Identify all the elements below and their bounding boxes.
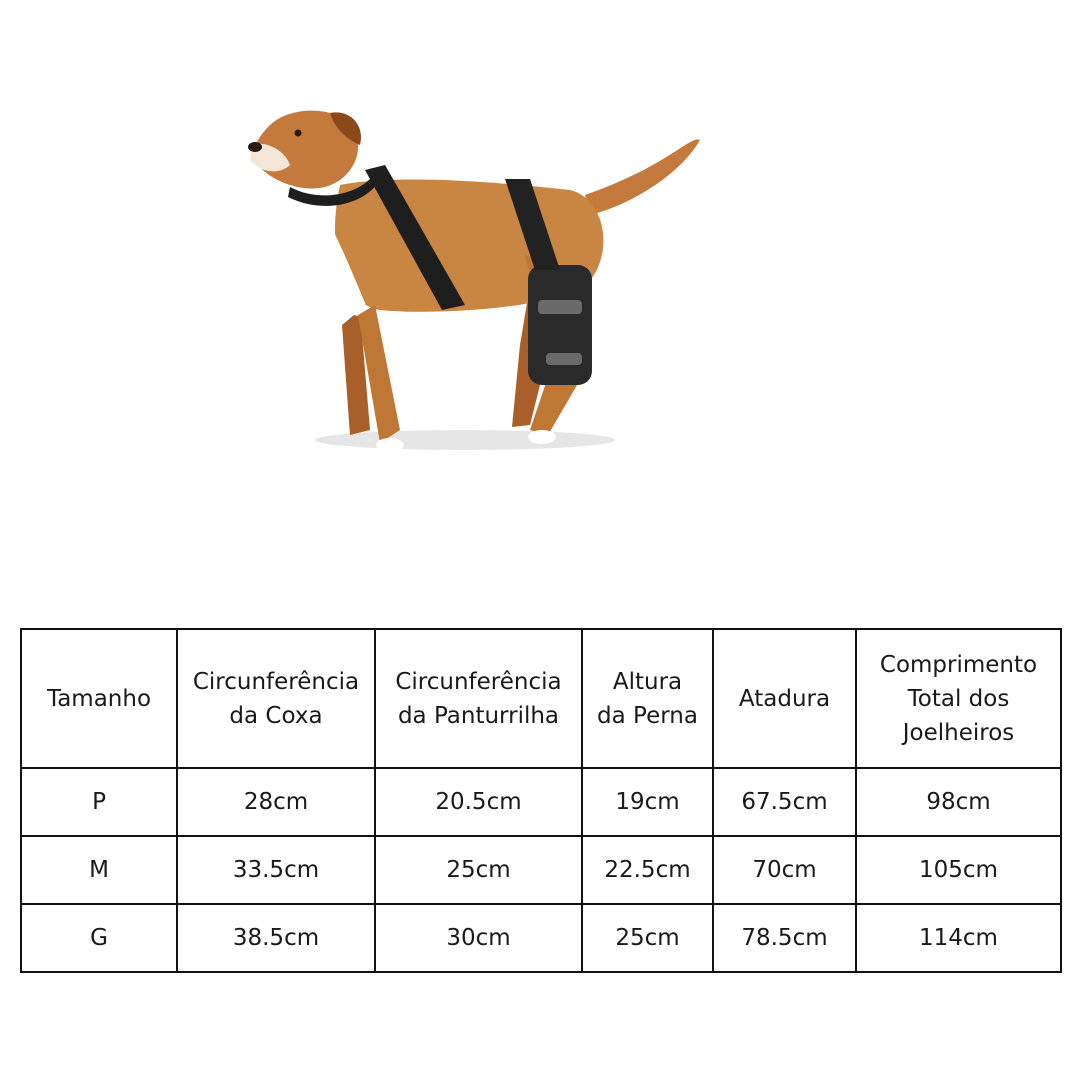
header-circunferencia-panturrilha: Circunferência da Panturrilha	[375, 629, 582, 768]
header-tamanho: Tamanho	[21, 629, 177, 768]
ground-shadow	[315, 430, 615, 450]
table-cell: 70cm	[713, 836, 856, 904]
dog-with-knee-brace-image	[230, 95, 730, 475]
table-row	[21, 904, 1061, 972]
dog-tail	[585, 139, 700, 215]
table-row	[21, 768, 1061, 836]
table-cell: M	[21, 836, 177, 904]
header-altura-perna: Altura da Perna	[582, 629, 713, 768]
table-header-row	[21, 629, 1061, 768]
table-cell: G	[21, 904, 177, 972]
table-cell: 28cm	[177, 768, 375, 836]
table-row	[21, 836, 1061, 904]
table-cell: 30cm	[375, 904, 582, 972]
table-cell: 78.5cm	[713, 904, 856, 972]
knee-brace	[528, 265, 592, 385]
dog-nose	[248, 142, 262, 152]
header-circunferencia-coxa: Circunferência da Coxa	[177, 629, 375, 768]
table-cell: 67.5cm	[713, 768, 856, 836]
table-cell: 98cm	[856, 768, 1061, 836]
table-cell: 19cm	[582, 768, 713, 836]
table-cell: 105cm	[856, 836, 1061, 904]
table-cell: 114cm	[856, 904, 1061, 972]
header-comprimento-total: Comprimento Total dos Joelheiros	[856, 629, 1061, 768]
size-chart-table	[20, 628, 1062, 973]
table-cell: 22.5cm	[582, 836, 713, 904]
knee-brace-strap-2	[546, 353, 582, 365]
dog-front-paw	[376, 438, 404, 452]
table-cell: 20.5cm	[375, 768, 582, 836]
dog-back-paw	[528, 430, 556, 444]
dog-eye	[295, 130, 302, 137]
table-cell: 38.5cm	[177, 904, 375, 972]
table-cell: P	[21, 768, 177, 836]
header-atadura: Atadura	[713, 629, 856, 768]
knee-brace-strap-1	[538, 300, 582, 314]
table-cell: 33.5cm	[177, 836, 375, 904]
table-cell: 25cm	[582, 904, 713, 972]
table-cell: 25cm	[375, 836, 582, 904]
